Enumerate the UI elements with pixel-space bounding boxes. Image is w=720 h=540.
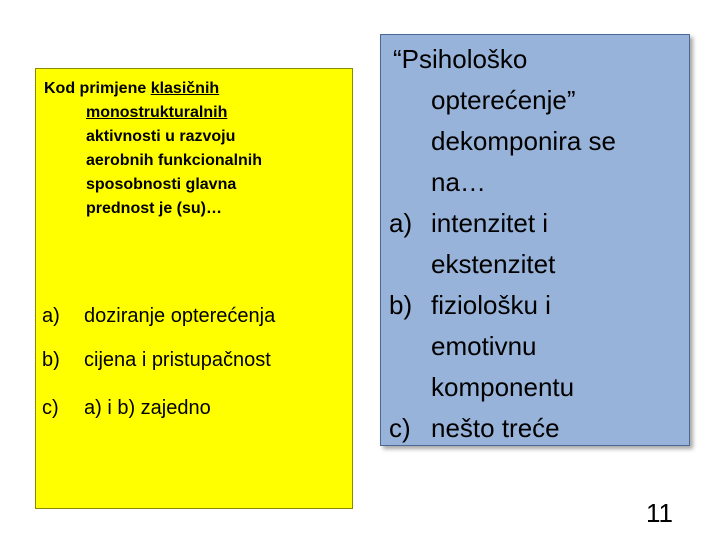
question-line-4: aerobnih funkcionalnih xyxy=(86,152,263,169)
question-text-left xyxy=(44,77,344,221)
option-line: komponentu xyxy=(431,372,575,402)
option-b-left xyxy=(42,349,271,372)
option-label: b) xyxy=(389,290,413,320)
underlined-word: klasičnih xyxy=(150,80,220,97)
question-line-6: prednost je (su)… xyxy=(86,200,223,217)
question-box-right xyxy=(380,34,690,446)
question-line-1: “Psihološko xyxy=(393,44,528,74)
option-label: c) xyxy=(42,397,59,419)
question-text-right xyxy=(393,39,683,203)
option-text: cijena i pristupačnost xyxy=(84,349,271,371)
question-line-1: Kod primjene klasičnih xyxy=(44,80,220,97)
option-label: a) xyxy=(42,305,60,327)
option-label: b) xyxy=(42,349,60,371)
question-line-3: aktivnosti u razvoju xyxy=(86,128,236,145)
option-c-left xyxy=(42,397,211,420)
question-line-2: opterećenje” xyxy=(431,85,576,115)
option-label: c) xyxy=(389,413,411,443)
option-a-right xyxy=(389,203,684,285)
question-line-5: sposobnosti glavna xyxy=(86,176,237,193)
option-c-right xyxy=(389,408,684,449)
option-line: ekstenzitet xyxy=(431,249,556,279)
page-number: 11 xyxy=(646,498,673,528)
option-a-left xyxy=(42,305,275,328)
option-line: nešto treće xyxy=(431,413,560,443)
option-b-right xyxy=(389,285,684,408)
question-line-4: na… xyxy=(431,167,486,197)
question-box-left xyxy=(35,68,353,509)
question-line-2: monostrukturalnih xyxy=(86,104,228,121)
option-text: doziranje opterećenja xyxy=(84,305,276,327)
option-label: a) xyxy=(389,208,413,238)
option-text: a) i b) zajedno xyxy=(84,397,211,419)
option-line: fiziološku i xyxy=(431,290,551,320)
option-line: intenzitet i xyxy=(431,208,549,238)
question-line-3: dekomponira se xyxy=(431,126,616,156)
option-line: emotivnu xyxy=(431,331,537,361)
